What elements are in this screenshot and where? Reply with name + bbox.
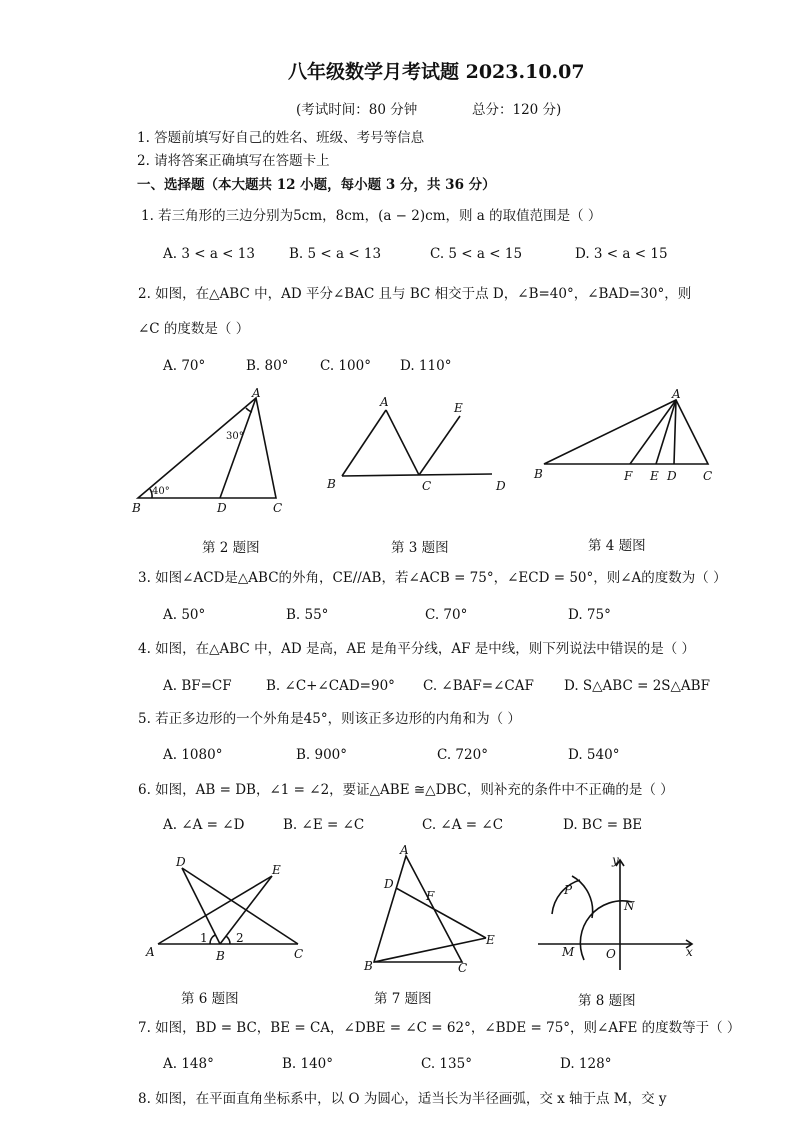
- q4-option-a: A. BF=CF: [163, 678, 232, 694]
- q7-option-d: D. 128°: [560, 1056, 612, 1072]
- fig3-caption: 第 3 题图: [391, 540, 449, 556]
- q1-option-b: B. 5 < a < 13: [289, 246, 382, 262]
- section-heading: 一、选择题（本大题共 12 小题，每小题 3 分，共 36 分）: [137, 177, 496, 193]
- fig3-segment-ab: [342, 410, 386, 476]
- q3-option-b: B. 55°: [286, 607, 329, 623]
- fig2-label-c: C: [273, 501, 283, 515]
- fig8-label-o: O: [606, 947, 616, 961]
- fig7-segment-be: [374, 938, 486, 962]
- fig3-segment-ac: [386, 410, 419, 475]
- fig4-label-a: A: [672, 387, 681, 401]
- fig4-label-d: D: [667, 469, 677, 483]
- q5-option-c: C. 720°: [437, 747, 488, 763]
- fig2-label-a: A: [252, 386, 261, 400]
- q4-option-d: D. S△ABC = 2S△ABF: [564, 678, 710, 694]
- fig4-label-c: C: [703, 469, 713, 483]
- figure-4: [530, 387, 720, 490]
- fig2-caption: 第 2 题图: [202, 540, 260, 556]
- fig4-segment-ae: [656, 400, 676, 464]
- fig7-label-f: F: [426, 889, 435, 903]
- fig7-label-c: C: [458, 961, 468, 975]
- exam-title: 八年级数学月考试题 2023.10.07: [288, 61, 585, 83]
- fig4-label-b: B: [534, 467, 543, 481]
- fig6-label-c: C: [294, 947, 304, 961]
- q7-stem: 7. 如图，BD = BC，BE = CA，∠DBE = ∠C = 62°，∠BDE = 75°，则∠AFE 的度数等于（ ）: [138, 1020, 741, 1036]
- figure-2: [128, 388, 288, 520]
- q1-option-a: A. 3 < a < 13: [163, 246, 255, 262]
- fig6-angle-1-arc: [210, 935, 215, 944]
- fig6-label-1: 1: [200, 931, 208, 945]
- instruction-1: 1. 答题前填写好自己的姓名、班级、考号等信息: [137, 130, 425, 146]
- fig7-segment-de: [396, 888, 486, 938]
- fig4-segment-ad: [674, 400, 676, 464]
- q5-option-d: D. 540°: [568, 747, 620, 763]
- q4-stem: 4. 如图，在△ABC 中，AD 是高，AE 是角平分线，AF 是中线，则下列说法中错误的是（ ）: [138, 641, 696, 657]
- q6-option-b: B. ∠E = ∠C: [283, 817, 365, 833]
- fig8-label-x: x: [686, 945, 693, 959]
- q7-option-c: C. 135°: [421, 1056, 472, 1072]
- fig3-label-b: B: [327, 477, 336, 491]
- fig6-label-e: E: [272, 863, 281, 877]
- fig7-label-e: E: [486, 933, 495, 947]
- fig7-label-d: D: [384, 877, 394, 891]
- q7-option-a: A. 148°: [163, 1056, 214, 1072]
- fig3-label-d: D: [496, 479, 506, 493]
- q2-stem-line1: 2. 如图，在△ABC 中，AD 平分∠BAC 且与 BC 相交于点 D，∠B=40°，∠BAD=30°，则: [138, 286, 692, 302]
- fig8-caption: 第 8 题图: [578, 993, 636, 1009]
- instruction-2: 2. 请将答案正确填写在答题卡上: [137, 153, 330, 169]
- q6-stem: 6. 如图，AB = DB，∠1 = ∠2，要证△ABE ≅△DBC，则补充的条件中不正确的是（ ）: [138, 782, 674, 798]
- fig3-label-e: E: [454, 401, 463, 415]
- fig2-angle-label-30: 30°: [226, 431, 244, 442]
- q5-option-b: B. 900°: [296, 747, 348, 763]
- fig8-label-p: P: [564, 883, 573, 897]
- fig3-line-bd: [342, 474, 492, 476]
- fig2-label-d: D: [217, 501, 227, 515]
- q2-option-a: A. 70°: [163, 358, 206, 374]
- q5-stem: 5. 若正多边形的一个外角是45°，则该正多边形的内角和为（ ）: [138, 711, 521, 727]
- q6-option-c: C. ∠A = ∠C: [422, 817, 504, 833]
- figure-6: [142, 848, 318, 970]
- fig6-label-b: B: [216, 949, 225, 963]
- fig6-angle-2-arc: [226, 936, 230, 944]
- q3-option-d: D. 75°: [568, 607, 611, 623]
- q4-option-c: C. ∠BAF=∠CAF: [423, 678, 534, 694]
- fig7-caption: 第 7 题图: [374, 991, 432, 1007]
- q1-option-d: D. 3 < a < 15: [575, 246, 668, 262]
- fig3-segment-ce: [419, 416, 460, 475]
- q8-stem: 8. 如图，在平面直角坐标系中，以 O 为圆心，适当长为半径画弧，交 x 轴于点 M，交 y: [138, 1091, 667, 1107]
- figure-8: [532, 852, 702, 976]
- fig3-label-a: A: [380, 395, 389, 409]
- q1-option-c: C. 5 < a < 15: [430, 246, 523, 262]
- fig2-label-b: B: [132, 501, 141, 515]
- fig7-label-b: B: [364, 959, 373, 973]
- q2-stem-line2: ∠C 的度数是（ ）: [138, 321, 250, 337]
- q2-option-c: C. 100°: [320, 358, 371, 374]
- q6-option-d: D. BC = BE: [563, 817, 643, 833]
- fig2-triangle-abc: [138, 398, 276, 498]
- exam-time: (考试时间：80 分钟: [296, 102, 418, 118]
- figure-7: [358, 842, 508, 974]
- q4-option-b: B. ∠C+∠CAD=90°: [266, 678, 395, 694]
- fig6-label-a: A: [146, 945, 155, 959]
- q5-option-a: A. 1080°: [163, 747, 223, 763]
- q2-option-d: D. 110°: [400, 358, 452, 374]
- fig4-caption: 第 4 题图: [588, 538, 646, 554]
- figure-3: [324, 394, 514, 494]
- q6-option-a: A. ∠A = ∠D: [163, 817, 245, 833]
- q3-stem: 3. 如图∠ACD是△ABC的外角，CE//AB，若∠ACB = 75°，∠ECD = 50°，则∠A的度数为（ ）: [138, 570, 727, 586]
- q2-option-b: B. 80°: [246, 358, 289, 374]
- fig4-segment-af: [630, 400, 676, 464]
- fig4-triangle-abc: [544, 400, 708, 464]
- fig8-label-n: N: [624, 899, 635, 913]
- q1-stem: 1. 若三角形的三边分别为5cm，8cm，(a − 2)cm，则 a 的取值范围是（ ）: [141, 208, 602, 224]
- fig3-label-c: C: [422, 479, 432, 493]
- fig6-label-d: D: [176, 855, 186, 869]
- fig2-angle-label-40: 40°: [152, 486, 170, 497]
- fig7-label-a: A: [400, 843, 409, 857]
- fig4-label-f: F: [624, 469, 633, 483]
- fig6-caption: 第 6 题图: [181, 991, 239, 1007]
- q3-option-c: C. 70°: [425, 607, 468, 623]
- q3-option-a: A. 50°: [163, 607, 206, 623]
- fig8-label-y: y: [612, 853, 619, 867]
- total-score: 总分：120 分): [472, 102, 562, 118]
- fig4-label-e: E: [650, 469, 659, 483]
- fig6-label-2: 2: [236, 931, 244, 945]
- q7-option-b: B. 140°: [282, 1056, 334, 1072]
- fig8-label-m: M: [562, 945, 575, 959]
